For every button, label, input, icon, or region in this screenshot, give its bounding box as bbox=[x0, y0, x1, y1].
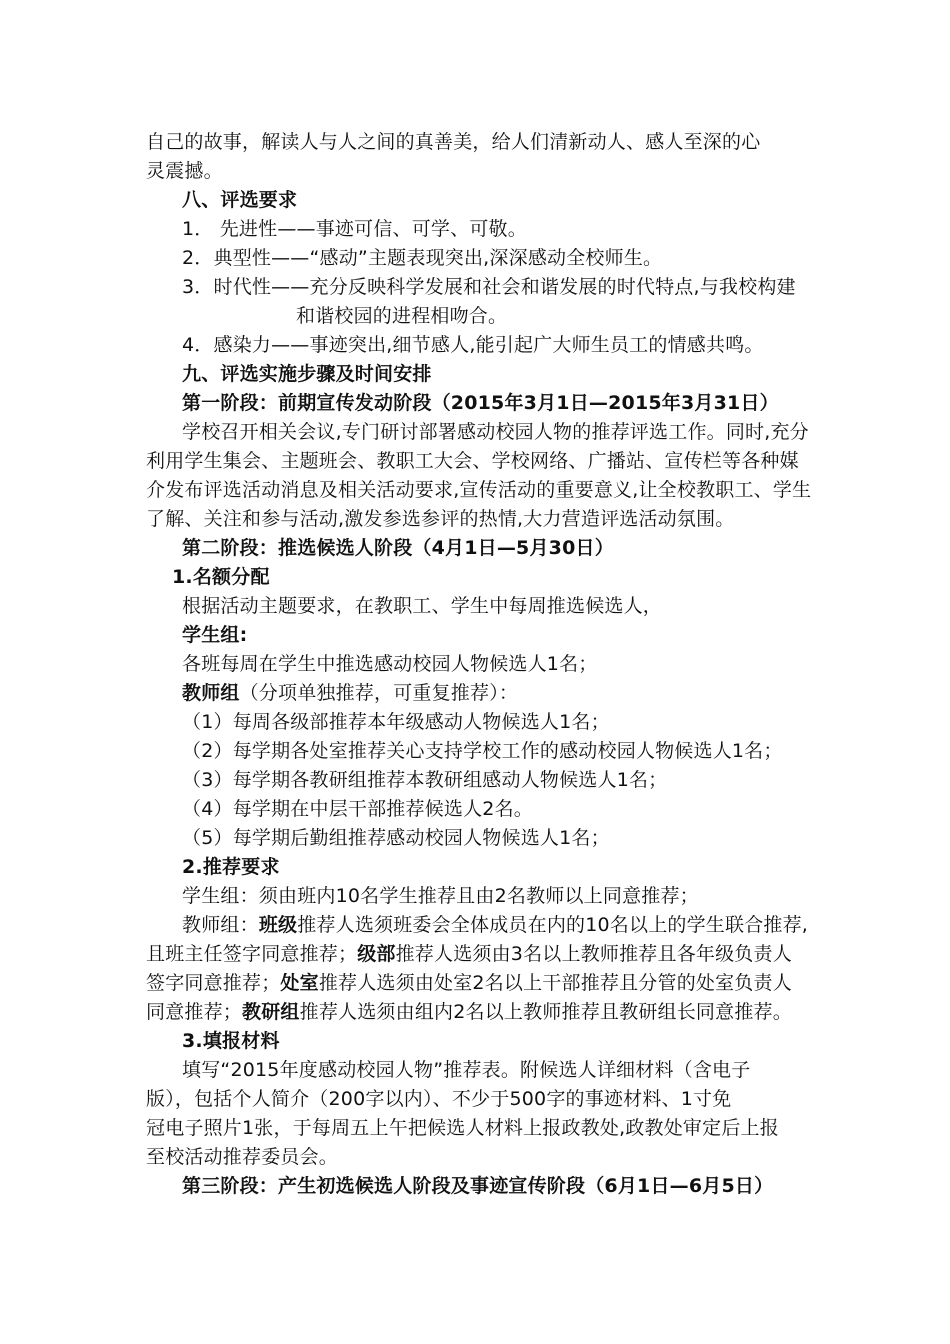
list-item: （4）每学期在中层干部推荐候选人2名。 bbox=[182, 798, 533, 820]
paragraph-line bbox=[146, 940, 792, 968]
text-run: 且班主任签字同意推荐； bbox=[146, 943, 358, 965]
text-run: 签字同意推荐； bbox=[146, 972, 281, 994]
paragraph-line: 学生组：须由班内10名学生推荐且由2名教师以上同意推荐； bbox=[182, 885, 699, 907]
list-item: （5）每学期后勤组推荐感动校园人物候选人1名； bbox=[182, 827, 610, 849]
subsection-heading: 2.推荐要求 bbox=[182, 856, 280, 878]
bold-term: 处室 bbox=[280, 972, 319, 994]
paragraph-line: 自己的故事，解读人与人之间的真善美，给人们清新动人、感人至深的心 bbox=[146, 131, 761, 153]
text-run: 推荐人选须由组内2名以上教师推荐且教研组长同意推荐。 bbox=[299, 1001, 792, 1023]
paragraph-line: 了解、关注和参与活动,激发参选参评的热情,大力营造评选活动氛围。 bbox=[146, 508, 735, 530]
paragraph-line: 灵震撼。 bbox=[146, 160, 223, 182]
group-note: （分项单独推荐，可重复推荐）： bbox=[239, 682, 519, 704]
paragraph-line: 冠电子照片1张，于每周五上午把候选人材料上报政教处,政教处审定后上报 bbox=[146, 1117, 779, 1139]
paragraph-line: 版），包括个人简介（200字以内）、不少于500字的事迹材料、1寸免 bbox=[146, 1088, 732, 1110]
group-heading: 学生组: bbox=[182, 624, 248, 646]
paragraph-line: 学校召开相关会议,专门研讨部署感动校园人物的推荐评选工作。同时,充分 bbox=[182, 421, 809, 443]
paragraph-line: 填写“2015年度感动校园人物”推荐表。附候选人详细材料（含电子 bbox=[182, 1059, 751, 1081]
list-item: （2）每学期各处室推荐关心支持学校工作的感动校园人物候选人1名； bbox=[182, 740, 783, 762]
text-run: 同意推荐； bbox=[146, 1001, 243, 1023]
group-heading: 教师组 bbox=[182, 682, 240, 704]
paragraph-line bbox=[182, 911, 808, 939]
list-item: 2．典型性——“感动”主题表现突出,深深感动全校师生。 bbox=[182, 247, 663, 269]
paragraph-line: 根据活动主题要求，在教职工、学生中每周推选候选人， bbox=[182, 595, 663, 617]
phase-heading: 第三阶段：产生初选候选人阶段及事迹宣传阶段（6月1日—6月5日） bbox=[182, 1175, 774, 1197]
text-run: 推荐人选须由3名以上教师推荐且各年级负责人 bbox=[395, 943, 792, 965]
phase-heading: 第二阶段：推选候选人阶段（4月1日—5月30日） bbox=[182, 537, 614, 559]
list-item: 1． 先进性——事迹可信、可学、可敬。 bbox=[182, 218, 527, 240]
text-run: 教师组： bbox=[182, 914, 259, 936]
text-run: 推荐人选须班委会全体成员在内的10名以上的学生联合推荐, bbox=[297, 914, 809, 936]
text-run: 推荐人选须由处室2名以上干部推荐且分管的处室负责人 bbox=[318, 972, 792, 994]
list-item-continuation: 和谐校园的进程相吻合。 bbox=[296, 305, 508, 327]
section-heading: 九、评选实施步骤及时间安排 bbox=[182, 363, 432, 385]
bold-term: 级部 bbox=[357, 943, 396, 965]
paragraph-line: 利用学生集会、主题班会、教职工大会、学校网络、广播站、宣传栏等各种媒 bbox=[146, 450, 799, 472]
bold-term: 教研组 bbox=[242, 1001, 300, 1023]
list-item: 3．时代性——充分反映科学发展和社会和谐发展的时代特点,与我校构建 bbox=[182, 276, 796, 298]
list-item: （3）每学期各教研组推荐本教研组感动人物候选人1名； bbox=[182, 769, 668, 791]
list-item: 4．感染力——事迹突出,细节感人,能引起广大师生员工的情感共鸣。 bbox=[182, 334, 764, 356]
paragraph-line: 各班每周在学生中推选感动校园人物候选人1名； bbox=[182, 653, 598, 675]
phase-heading: 第一阶段：前期宣传发动阶段（2015年3月1日—2015年3月31日） bbox=[182, 392, 779, 414]
paragraph-line bbox=[146, 998, 792, 1026]
paragraph-line: 介发布评选活动消息及相关活动要求,宣传活动的重要意义,让全校教职工、学生 bbox=[146, 479, 812, 501]
paragraph-line bbox=[182, 679, 518, 707]
paragraph-line: 至校活动推荐委员会。 bbox=[146, 1146, 339, 1168]
paragraph-line bbox=[146, 969, 792, 997]
subsection-heading: 1.名额分配 bbox=[172, 566, 270, 588]
subsection-heading: 3.填报材料 bbox=[182, 1030, 280, 1052]
section-heading: 八、评选要求 bbox=[182, 189, 298, 211]
list-item: （1）每周各级部推荐本年级感动人物候选人1名； bbox=[182, 711, 610, 733]
bold-term: 班级 bbox=[258, 914, 298, 936]
